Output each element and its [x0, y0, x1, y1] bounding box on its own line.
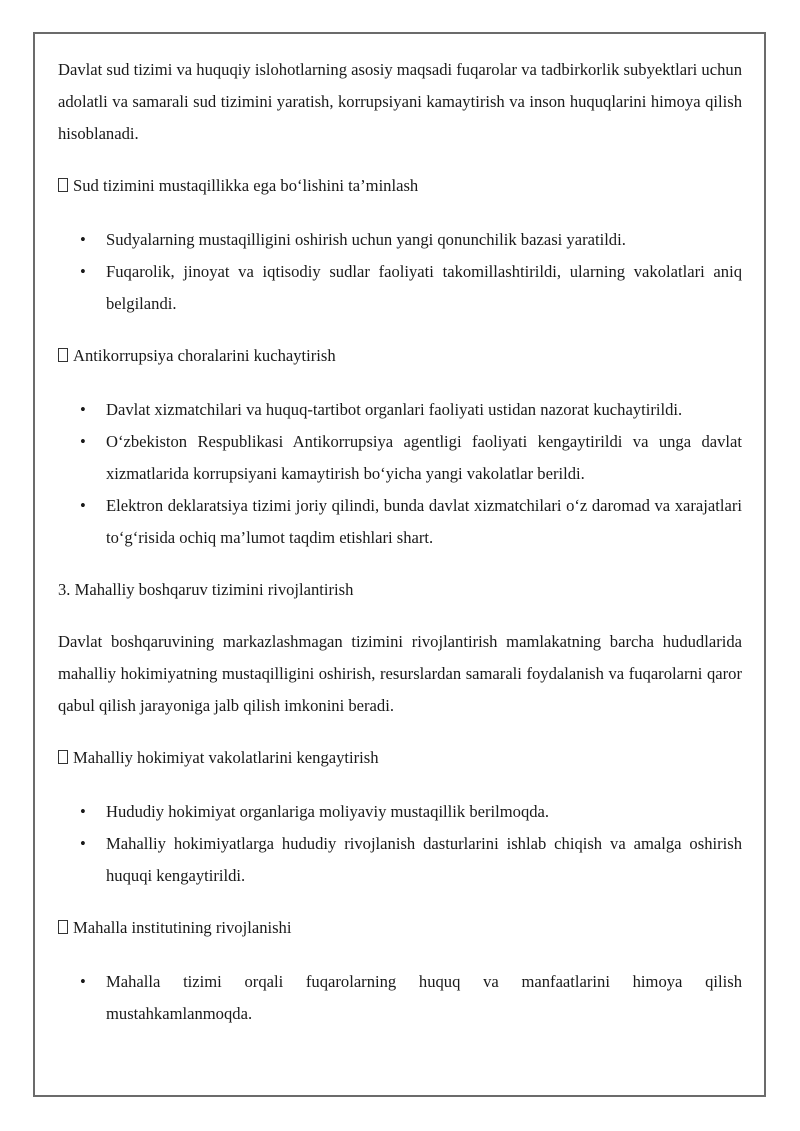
- missing-glyph-icon: [58, 178, 68, 192]
- missing-glyph-icon: [58, 750, 68, 764]
- list-item: • Sudyalarning mustaqilligini oshirish uchun yangi qonunchilik bazasi yaratildi.: [58, 224, 742, 256]
- subheading-text: Mahalliy hokimiyat vakolatlarini kengaytirish: [73, 748, 379, 767]
- list-item: • Davlat xizmatchilari va huquq-tartibot organlari faoliyati ustidan nazorat kuchaytirildi.: [58, 394, 742, 426]
- intro-paragraph: Davlat sud tizimi va huquqiy islohotlarning asosiy maqsadi fuqarolar va tadbirkorlik subyektlari uchun adolatli va samarali sud tizimini yaratish, korrupsiyani kamaytirish va inson huquqlarini himoya qilish hisoblanadi.: [58, 60, 742, 143]
- subheading-judicial-independence: [58, 170, 742, 202]
- list-item: • Hududiy hokimiyat organlariga moliyaviy mustaqillik berilmoqda.: [58, 796, 742, 828]
- missing-glyph-icon: [58, 920, 68, 934]
- subheading-mahalla: [58, 912, 742, 944]
- document-body: [58, 54, 742, 1050]
- list-item: • Mahalla tizimi orqali fuqarolarning huquq va manfaatlarini himoya qilish mustahkamlanmoqda.: [58, 966, 742, 1030]
- subheading-text: Mahalla institutining rivojlanishi: [73, 918, 292, 937]
- subheading-text: Antikorrupsiya choralarini kuchaytirish: [73, 346, 336, 365]
- list-item: • Mahalliy hokimiyatlarga hududiy rivojlanish dasturlarini ishlab chiqish va amalga oshirish huquqi kengaytirildi.: [58, 828, 742, 892]
- subheading-local-authority: [58, 742, 742, 774]
- list-item: • Fuqarolik, jinoyat va iqtisodiy sudlar faoliyati takomillashtirildi, ularning vakolatlari aniq belgilandi.: [58, 256, 742, 320]
- bullet-list-judicial: [58, 224, 742, 320]
- bullet-list-local-authority: [58, 796, 742, 892]
- list-item: • Elektron deklaratsiya tizimi joriy qilindi, bunda davlat xizmatchilari o‘z daromad va xarajatlari to‘g‘risida ochiq ma’lumot taqdim etishlari shart.: [58, 490, 742, 554]
- list-item: • O‘zbekiston Respublikasi Antikorrupsiya agentligi faoliyati kengaytirildi va unga davlat xizmatlarida korrupsiyani kamaytirish bo‘yicha yangi vakolatlar berildi.: [58, 426, 742, 490]
- subheading-anticorruption: [58, 340, 742, 372]
- subheading-text: Sud tizimini mustaqillikka ega bo‘lishini ta’minlash: [73, 176, 419, 195]
- missing-glyph-icon: [58, 348, 68, 362]
- bullet-list-mahalla: [58, 966, 742, 1030]
- section-title: 3. Mahalliy boshqaruv tizimini rivojlantirish: [58, 580, 354, 599]
- section-paragraph: Davlat boshqaruvining markazlashmagan tizimini rivojlantirish mamlakatning barcha hududlarida mahalliy hokimiyatning mustaqilligini oshirish, resurslardan samarali foydalanish va fuqarolarni qaror qabul qilish jarayoniga jalb qilish imkonini beradi.: [58, 632, 742, 715]
- bullet-list-anticorruption: [58, 394, 742, 554]
